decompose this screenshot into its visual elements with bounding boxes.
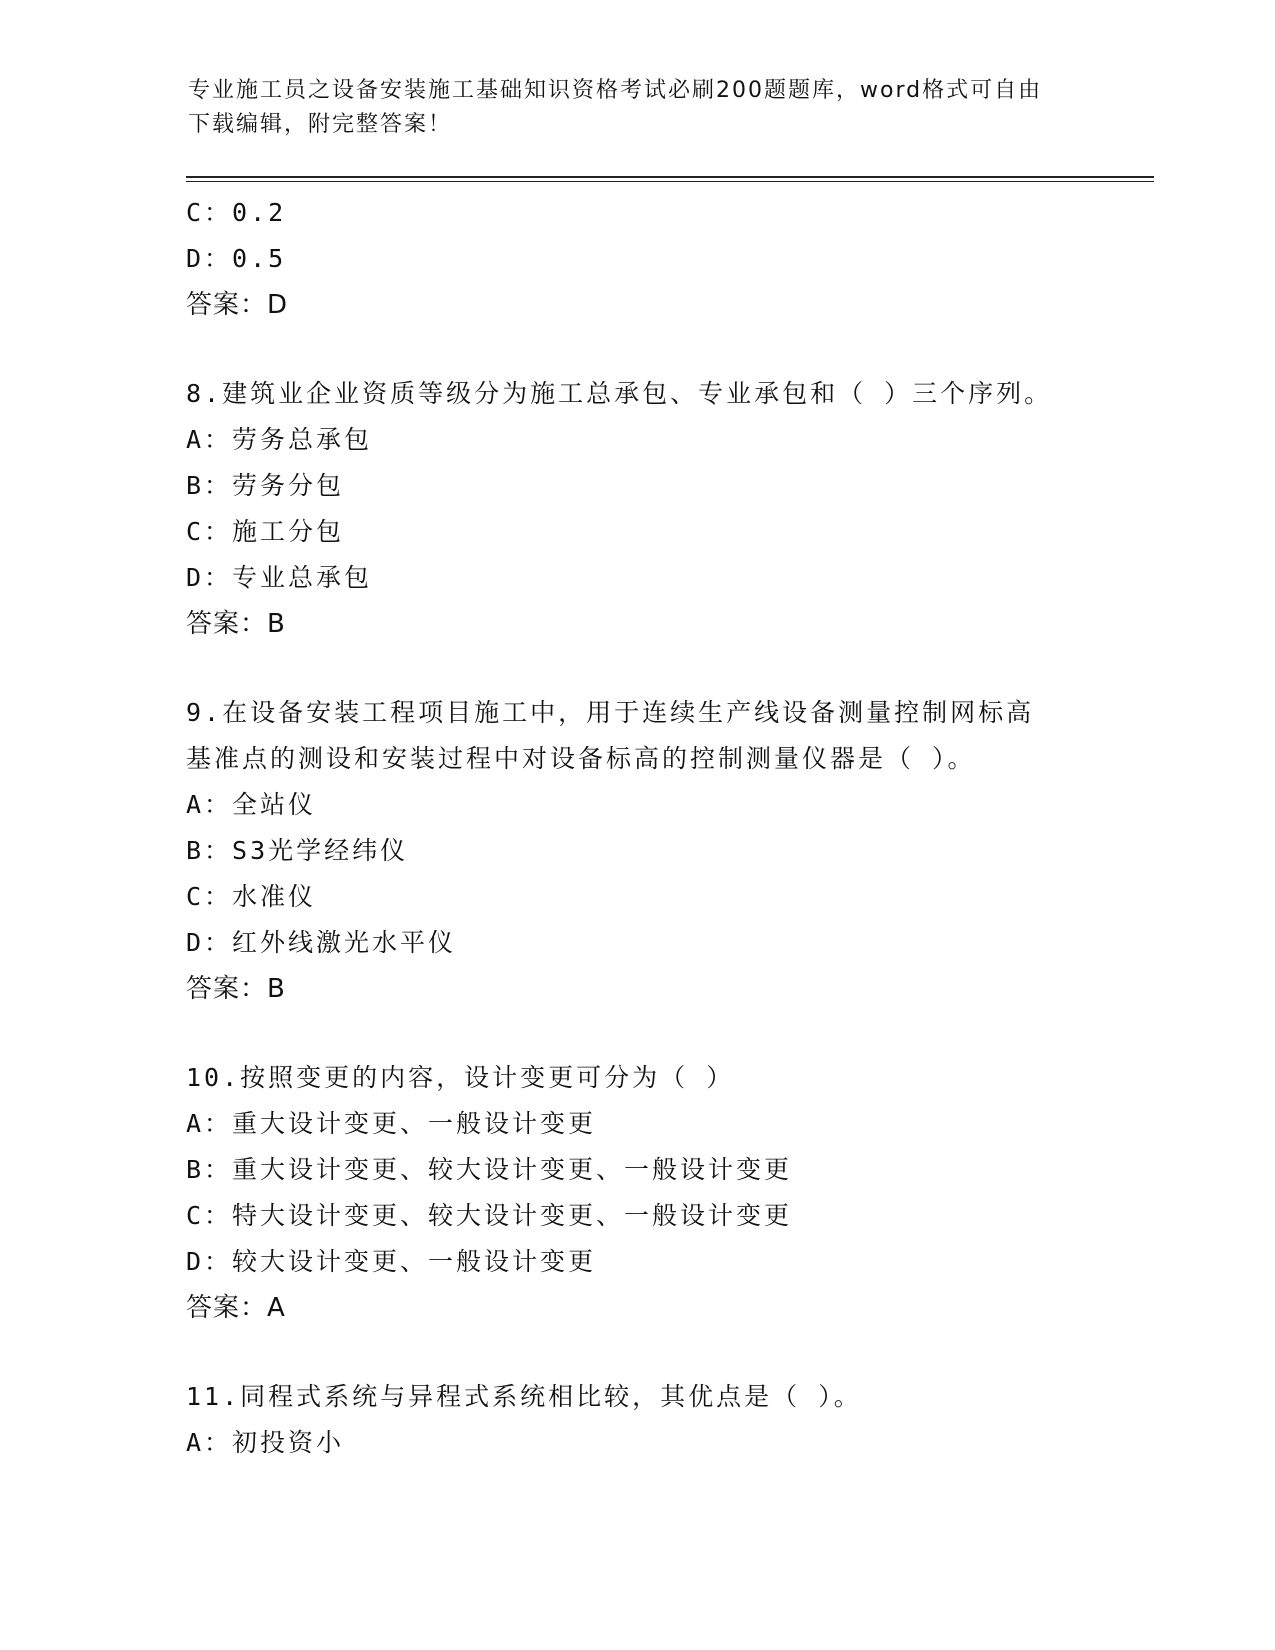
header-line-1: 专业施工员之设备安装施工基础知识资格考试必刷200题题库，word格式可自由 bbox=[188, 78, 1043, 103]
question-8-option-d: D：专业总承包 bbox=[186, 563, 373, 592]
document-body bbox=[186, 190, 1146, 1466]
question-9-option-a: A：全站仪 bbox=[186, 790, 317, 819]
header-line-2: 下载编辑，附完整答案！ bbox=[188, 112, 453, 137]
question-8-option-a: A：劳务总承包 bbox=[186, 425, 373, 454]
question-9-option-b: B：S3光学经纬仪 bbox=[186, 836, 409, 865]
question-10-text: 10.按照变更的内容，设计变更可分为（ ） bbox=[186, 1063, 735, 1092]
header-rule-thick bbox=[186, 176, 1154, 178]
question-9-answer: 答案：B bbox=[186, 974, 286, 1004]
answer-line: 答案：D bbox=[186, 290, 289, 320]
question-9-option-d: D：红外线激光水平仪 bbox=[186, 928, 457, 957]
option-d: D：0.5 bbox=[186, 244, 287, 273]
option-c: C：0.2 bbox=[186, 198, 287, 227]
question-9-text-line-2: 基准点的测设和安装过程中对设备标高的控制测量仪器是（ ）。 bbox=[186, 744, 976, 773]
question-11-option-a: A：初投资小 bbox=[186, 1428, 345, 1457]
question-8-option-b: B：劳务分包 bbox=[186, 471, 345, 500]
question-9-option-c: C：水准仪 bbox=[186, 882, 317, 911]
question-8-text: 8.建筑业企业资质等级分为施工总承包、专业承包和（ ）三个序列。 bbox=[186, 379, 1053, 408]
question-11-text: 11.同程式系统与异程式系统相比较，其优点是（ ）。 bbox=[186, 1382, 862, 1411]
question-10-option-d: D：较大设计变更、一般设计变更 bbox=[186, 1247, 597, 1276]
question-10-option-a: A：重大设计变更、一般设计变更 bbox=[186, 1109, 597, 1138]
question-10-option-c: C：特大设计变更、较大设计变更、一般设计变更 bbox=[186, 1201, 793, 1230]
question-9-text-line-1: 9.在设备安装工程项目施工中，用于连续生产线设备测量控制网标高 bbox=[186, 698, 1035, 727]
question-10-answer: 答案：A bbox=[186, 1293, 286, 1323]
header-rule-thin bbox=[186, 181, 1154, 182]
question-10-option-b: B：重大设计变更、较大设计变更、一般设计变更 bbox=[186, 1155, 793, 1184]
document-header bbox=[188, 74, 1068, 142]
question-8-answer: 答案：B bbox=[186, 609, 286, 639]
question-8-option-c: C：施工分包 bbox=[186, 517, 345, 546]
